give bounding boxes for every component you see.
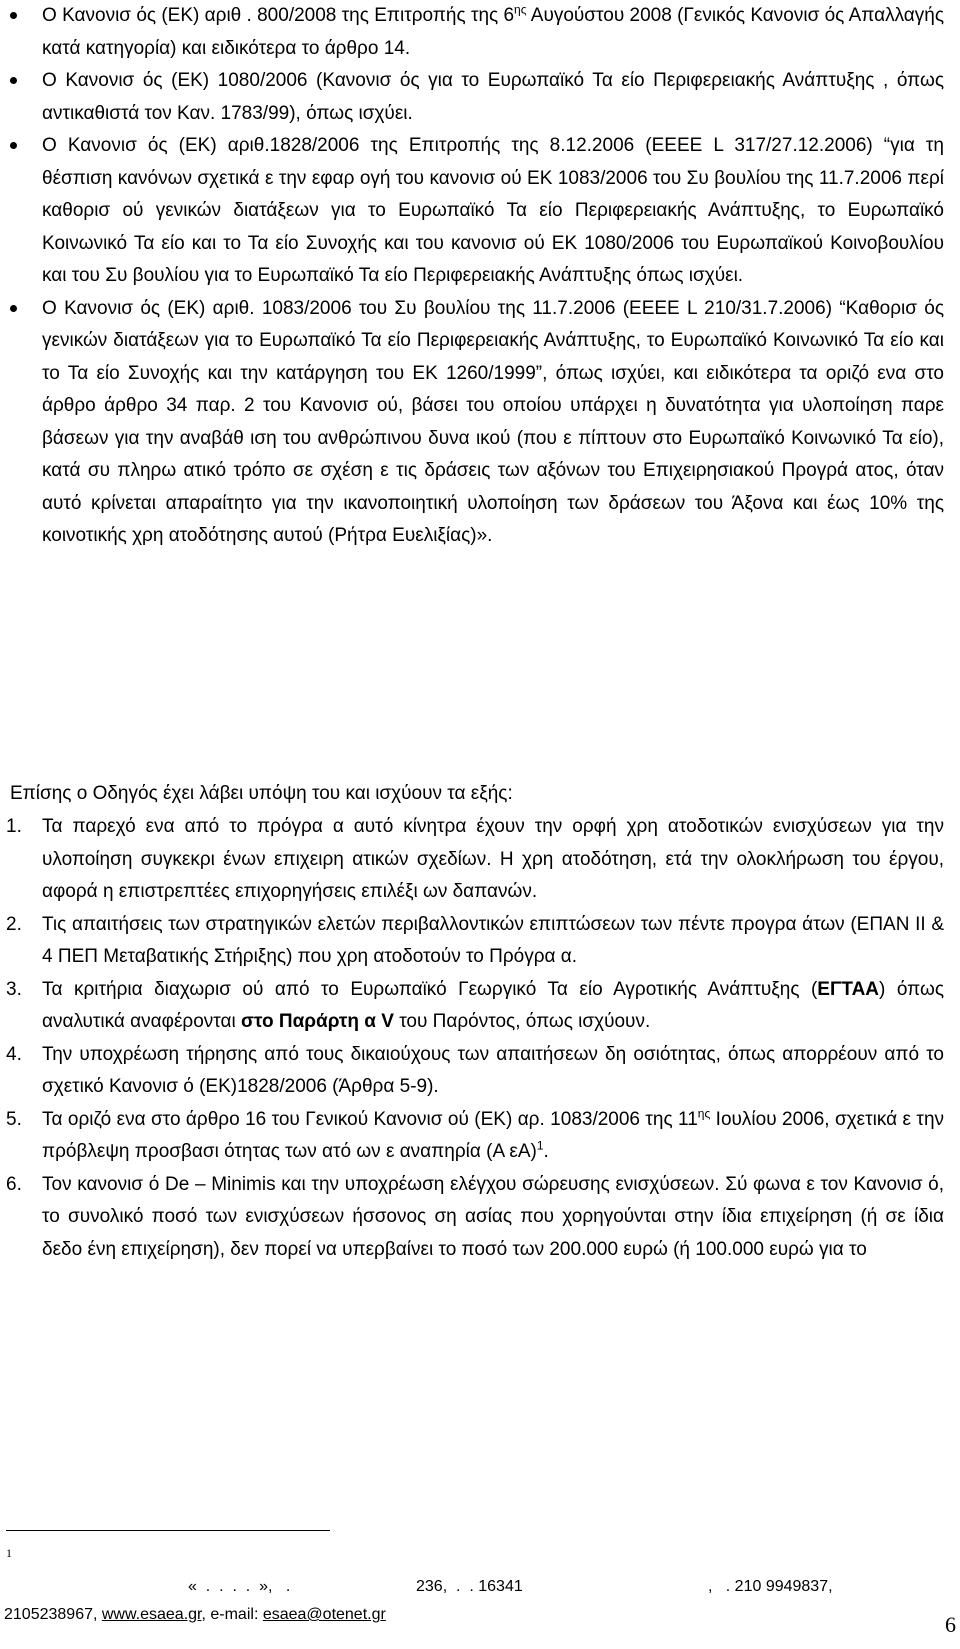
footnote-separator [6,1530,330,1531]
page-number: 6 [945,1612,956,1637]
footnote-contact-line: 2105238967, www.esaea.gr, e-mail: esaea@otenet.gr [4,1606,386,1623]
list-item-2: 2. Τις απαιτήσεις των στρατηγικών ελετών περιβαλλοντικών επιπτώσεων των πέντε προγρα άτων (ΕΠΑΝ ΙΙ & 4 ΠΕΠ Μεταβατικής Στήριξης) που χρη ατοδοτούν το Πρόγρα α. [6,913,944,967]
footnote-address-part-1: « . . . . », . [188,1578,291,1595]
footnote-address-part-2: 236, . . 16341 [416,1578,523,1595]
bullet-item-regulation-1080-2006: Ο Κανονισ ός (ΕΚ) 1080/2006 (Κανονισ ός για το Ευρωπαϊκό Τα είο Περιφερειακής Ανάπτυξης , όπως αντικαθιστά τον Καν. 1783/99), όπως ισχύει. [0,65,960,130]
list-item-4: 4. Την υποχρέωση τήρησης από τους δικαιούχους των απαιτήσεων δη οσιότητας, όπως απορρέουν από το σχετικό Κανονισ ό (ΕΚ)1828/2006 (Άρθρα 5-9). [6,1043,944,1097]
regulation-bullet-list [0,0,960,553]
bullet-dot-icon [10,305,17,312]
list-item-5: 5. Τα οριζό ενα στο άρθρο 16 του Γενικού Κανονισ ού (ΕΚ) αρ. 1083/2006 της $11^{\eta\varsigma}$ Ιουλίου 2006, σχετικά ε την πρόβλεψη προσβασι ότητας των ατό ων ε αναπηρία (Α εΑ)$^1$. [6,1106,945,1162]
bullet-item-regulation-800-2008: Ο Κανονισ ός (ΕΚ) αριθ . 800/2008 της Επιτροπής της $6^{\eta\varsigma}$ Αυγούστου 2008 (Γενικός Κανονισ ός Απαλλαγής κατά κατηγορία) και ειδικότερα το άρθρο 14. [0,0,960,65]
bullet-item-regulation-1828-2006: Ο Κανονισ ός (ΕΚ) αριθ.1828/2006 της Επιτροπής της 8.12.2006 (ΕΕΕΕ L 317/27.12.2006) “για τη θέσπιση κανόνων σχετικά ε την εφαρ ογή του κανονισ ού ΕΚ 1083/2006 του Συ βουλίου της 11.7.2006 περί καθορισ ού γενικών διατάξεων για το Ευρωπαϊκό Τα είο Περιφερειακής Ανάπτυξης, το Ευρωπαϊκό Κοινωνικό Τα είο και το Τα είο Συνοχής και του κανονισ ού ΕΚ 1080/2006 του Ευρωπαϊκού Κοινοβουλίου και του Συ βουλίου για το Ευρωπαϊκό Τα είο Περιφερειακής Ανάπτυξης όπως ισχύει. [0,130,960,293]
numbered-list [0,811,960,1266]
footnote-mark: 1 [6,1546,12,1560]
list-item-1: 1. Τα παρεχό ενα από το πρόγρα α αυτό κίνητρα έχουν την ορφή χρη ατοδοτικών ενισχύσεων για την υλοποίηση συγκεκρι ένων επιχειρη ατικών σχεδίων. Η χρη ατοδότηση, ετά την ολοκλήρωση του έργου, αφορά η επιστρεπτέες επιχορηγήσεις επιλέξι ων δαπανών. [6,816,944,902]
bullet-dot-icon [10,77,17,84]
bullet-dot-icon [10,142,17,149]
intro-paragraph: Επίσης ο Οδηγός έχει λάβει υπόψη του και ισχύουν τα εξής: [10,783,513,804]
footnote-address-part-3: , . 210 9949837, [708,1578,833,1595]
footnote-reference[interactable]: 1 [536,1138,544,1153]
list-item-6: 6. Τον κανονισ ό De – Minimis και την υποχρέωση ελέγχου σώρευσης ενισχύσεων. Σύ φωνα ε τον Κανονισ ό, το συνολικό ποσό των ενισχύσεων ήσσονος ση ασίας που χορηγούνται στην ίδια επιχείρηση (ή σε ίδια δεδο ένη επιχείρηση), δεν πορεί να υπερβαίνει το ποσό των 200.000 ευρώ (ή 100.000 ευρώ για το [6,1173,944,1260]
list-item-3: 3. Τα κριτήρια διαχωρισ ού από το Ευρωπαϊκό Γεωργικό Τα είο Αγροτικής Ανάπτυξης (ΕΓΤΑΑ) όπως αναλυτικά αναφέρονται στο Παράρτη α V του Παρόντος, όπως ισχύουν. [6,978,944,1032]
bullet-item-regulation-1083-2006: Ο Κανονισ ός (ΕΚ) αριθ. 1083/2006 του Συ βουλίου της 11.7.2006 (ΕΕΕΕ L 210/31.7.2006) “Καθορισ ός γενικών διατάξεων για το Ευρωπαϊκό Τα είο Περιφερειακής Ανάπτυξης, το Ευρωπαϊκό Κοινωνικό Τα είο και το Τα είο Συνοχής και την κατάργηση του ΕΚ 1260/1999”, όπως ισχύει, και ειδικότερα τα οριζό ενα στο άρθρο άρθρο 34 παρ. 2 του Κανονισ ού, βάσει του οποίου υπάρχει η δυνατότητα για υλοποίηση παρε βάσεων για την αναβάθ ιση του ανθρώπινου δυνα ικού (που ε πίπτουν στο Ευρωπαϊκό Κοινωνικό Τα είο), κατά συ πληρω ατικό τρόπο σε σχέση ε τις δράσεις των αξόνων του Επιχειρησιακού Προγρά ατος, όταν αυτό κρίνεται απαραίτητο για την ικανοποιητική υλοποίηση των δράσεων του Άξονα και έως 10% της κοινοτικής χρη ατοδότησης αυτού (Ρήτρα Ευελιξίας)». [0,293,960,553]
bullet-dot-icon [10,12,17,19]
website-link[interactable]: www.esaea.gr [101,1606,202,1623]
email-link[interactable]: esaea@otenet.gr [262,1606,386,1623]
